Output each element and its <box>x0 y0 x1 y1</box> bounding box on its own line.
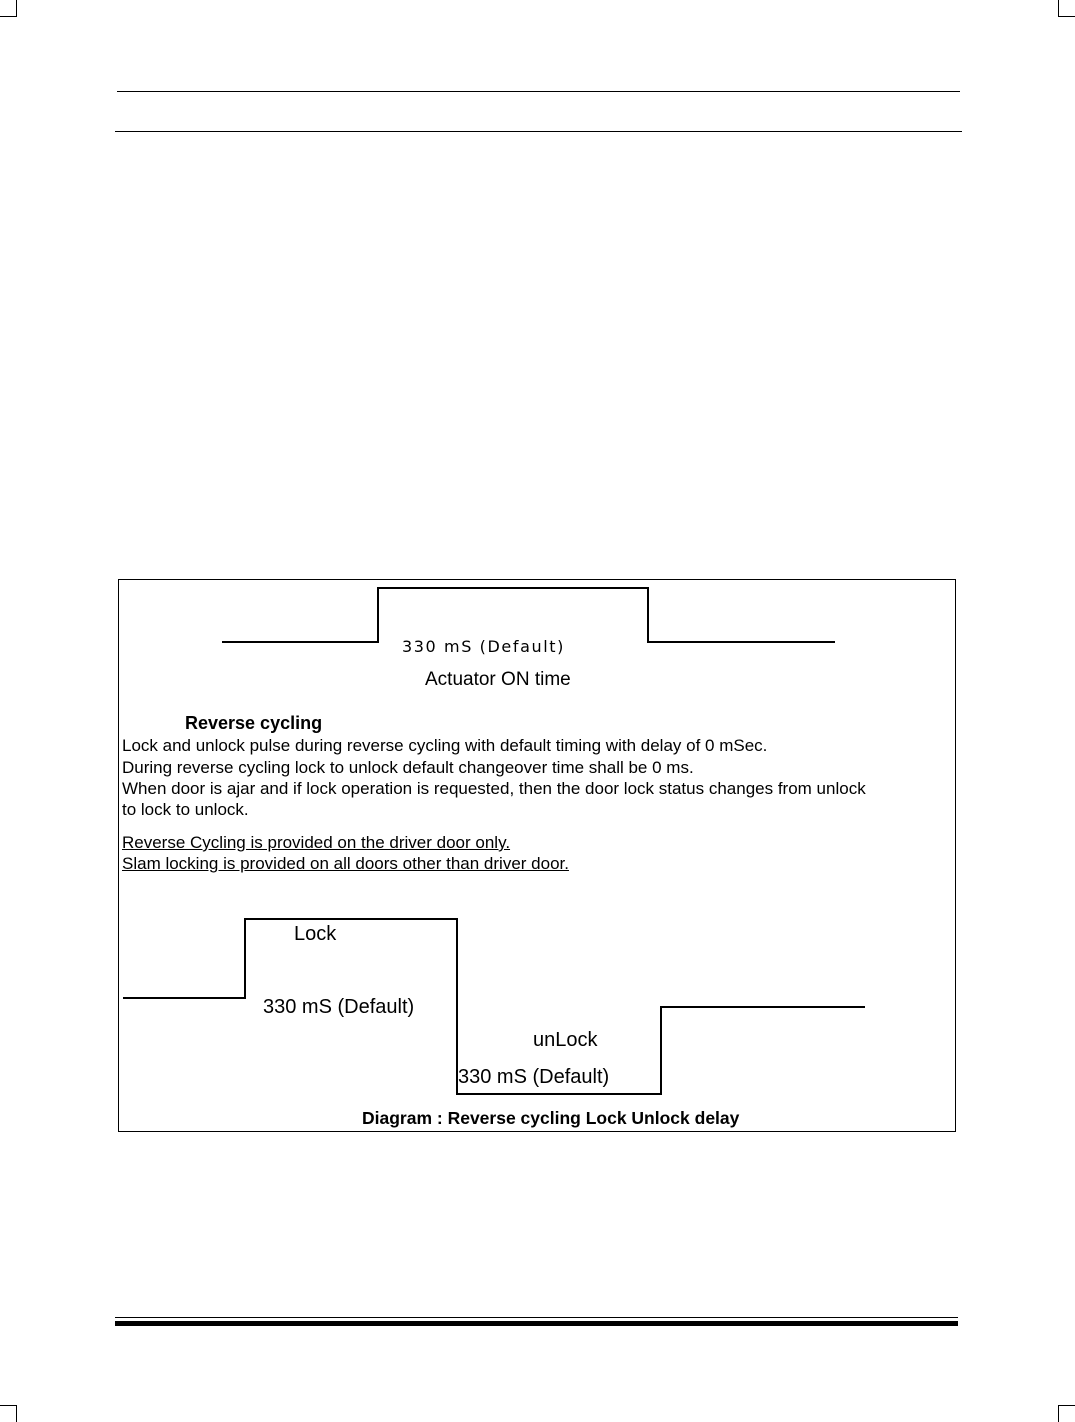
footer-rule-thin <box>115 1317 958 1318</box>
note-line: Reverse Cycling is provided on the driver door only. <box>122 833 511 852</box>
paragraph-line: to lock to unlock. <box>122 800 249 819</box>
crop-mark-bottom-right <box>1058 1405 1075 1422</box>
crop-mark-top-left <box>0 0 17 17</box>
footer-rule-thick <box>115 1321 958 1326</box>
crop-mark-bottom-left <box>0 1405 17 1422</box>
figure-caption: Diagram : Reverse cycling Lock Unlock delay <box>362 1108 740 1128</box>
paragraph-line: Lock and unlock pulse during reverse cycling with default timing with delay of 0 mSec. <box>122 736 768 755</box>
section-heading: Reverse cycling <box>185 713 323 733</box>
paragraph-line: When door is ajar and if lock operation is requested, then the door lock status changes from unlock <box>122 779 866 798</box>
unlock-duration-label: 330 mS (Default) <box>458 1066 610 1088</box>
actuator-duration-label: 330 mS (Default) <box>402 637 565 656</box>
crop-mark-top-right <box>1058 0 1075 17</box>
actuator-on-time-waveform <box>222 588 835 642</box>
paragraph-line: During reverse cycling lock to unlock default changeover time shall be 0 ms. <box>122 758 694 777</box>
lock-pulse-label: Lock <box>294 923 337 945</box>
unlock-pulse-label: unLock <box>533 1029 598 1051</box>
header-rule-bottom <box>115 131 962 132</box>
actuator-on-time-caption: Actuator ON time <box>425 669 571 690</box>
lock-duration-label: 330 mS (Default) <box>263 996 415 1018</box>
header-rule-top <box>117 91 960 92</box>
timing-diagram-figure <box>118 579 956 1132</box>
note-line: Slam locking is provided on all doors other than driver door. <box>122 854 569 873</box>
